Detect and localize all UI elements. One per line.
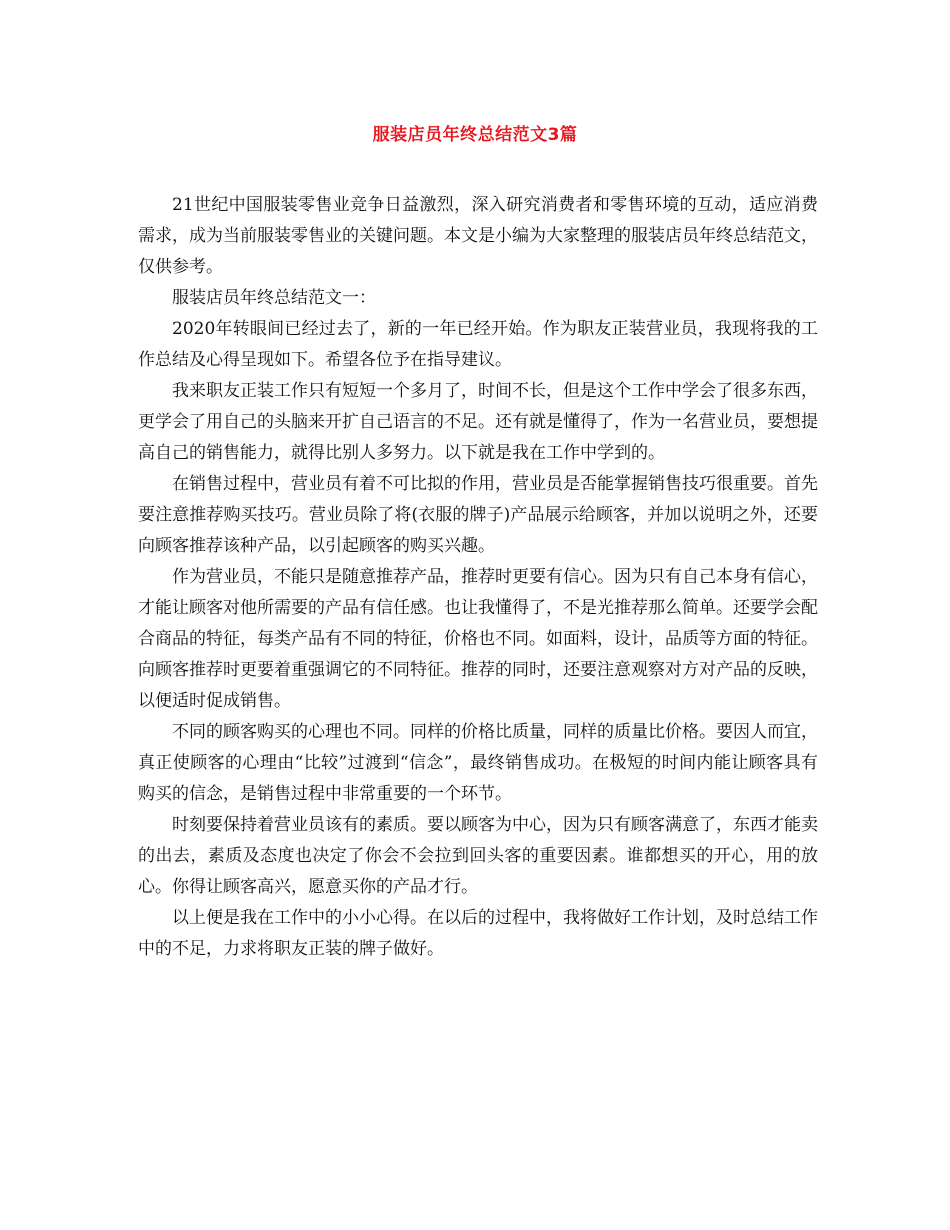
paragraph: 我来职友正装工作只有短短一个多月了，时间不长，但是这个工作中学会了很多东西，更学会了用自己的头脑来开扩自己语言的不足。还有就是懂得了，作为一名营业员，要想提高自己的销售能力，就得比别人多努力。以下就是我在工作中学到的。 (138, 381, 818, 463)
paragraph: 时刻要保持着营业员该有的素质。要以顾客为中心，因为只有顾客满意了，东西才能卖的出去，素质及态度也决定了你会不会拉到回头客的重要因素。谁都想买的开心，用的放心。你得让顾客高兴，愿意买你的产品才行。 (138, 815, 818, 897)
paragraph: 在销售过程中，营业员有着不可比拟的作用，营业员是否能掌握销售技巧很重要。首先要注意推荐购买技巧。营业员除了将(衣服的牌子)产品展示给顾客，并加以说明之外，还要向顾客推荐该种产品，以引起顾客的购买兴趣。 (138, 474, 818, 556)
paragraph: 作为营业员，不能只是随意推荐产品，推荐时更要有信心。因为只有自己本身有信心，才能让顾客对他所需要的产品有信任感。也让我懂得了，不是光推荐那么简单。还要学会配合商品的特征，每类产品有不同的特征，价格也不同。如面料，设计，品质等方面的特征。向顾客推荐时更要着重强调它的不同特征。推荐的同时，还要注意观察对方对产品的反映，以便适时促成销售。 (138, 567, 818, 711)
paragraph: 不同的顾客购买的心理也不同。同样的价格比质量，同样的质量比价格。要因人而宜，真正使顾客的心理由“比较”过渡到“信念”，最终销售成功。在极短的时间内能让顾客具有购买的信念，是销售过程中非常重要的一个环节。 (138, 722, 818, 804)
paragraph: 以上便是我在工作中的小小心得。在以后的过程中，我将做好工作计划，及时总结工作中的不足，力求将职友正装的牌子做好。 (138, 908, 818, 959)
paragraph-section-heading: 服装店员年终总结范文一： (172, 288, 376, 308)
document-body (138, 190, 818, 965)
paragraph-intro: 21世纪中国服装零售业竞争日益激烈，深入研究消费者和零售环境的互动，适应消费需求，成为当前服装零售业的关键问题。本文是小编为大家整理的服装店员年终总结范文，仅供参考。 (138, 195, 818, 277)
page-title: 服装店员年终总结范文3篇 (372, 125, 578, 145)
paragraph: 2020年转眼间已经过去了，新的一年已经开始。作为职友正装营业员，我现将我的工作总结及心得呈现如下。希望各位予在指导建议。 (138, 319, 818, 370)
